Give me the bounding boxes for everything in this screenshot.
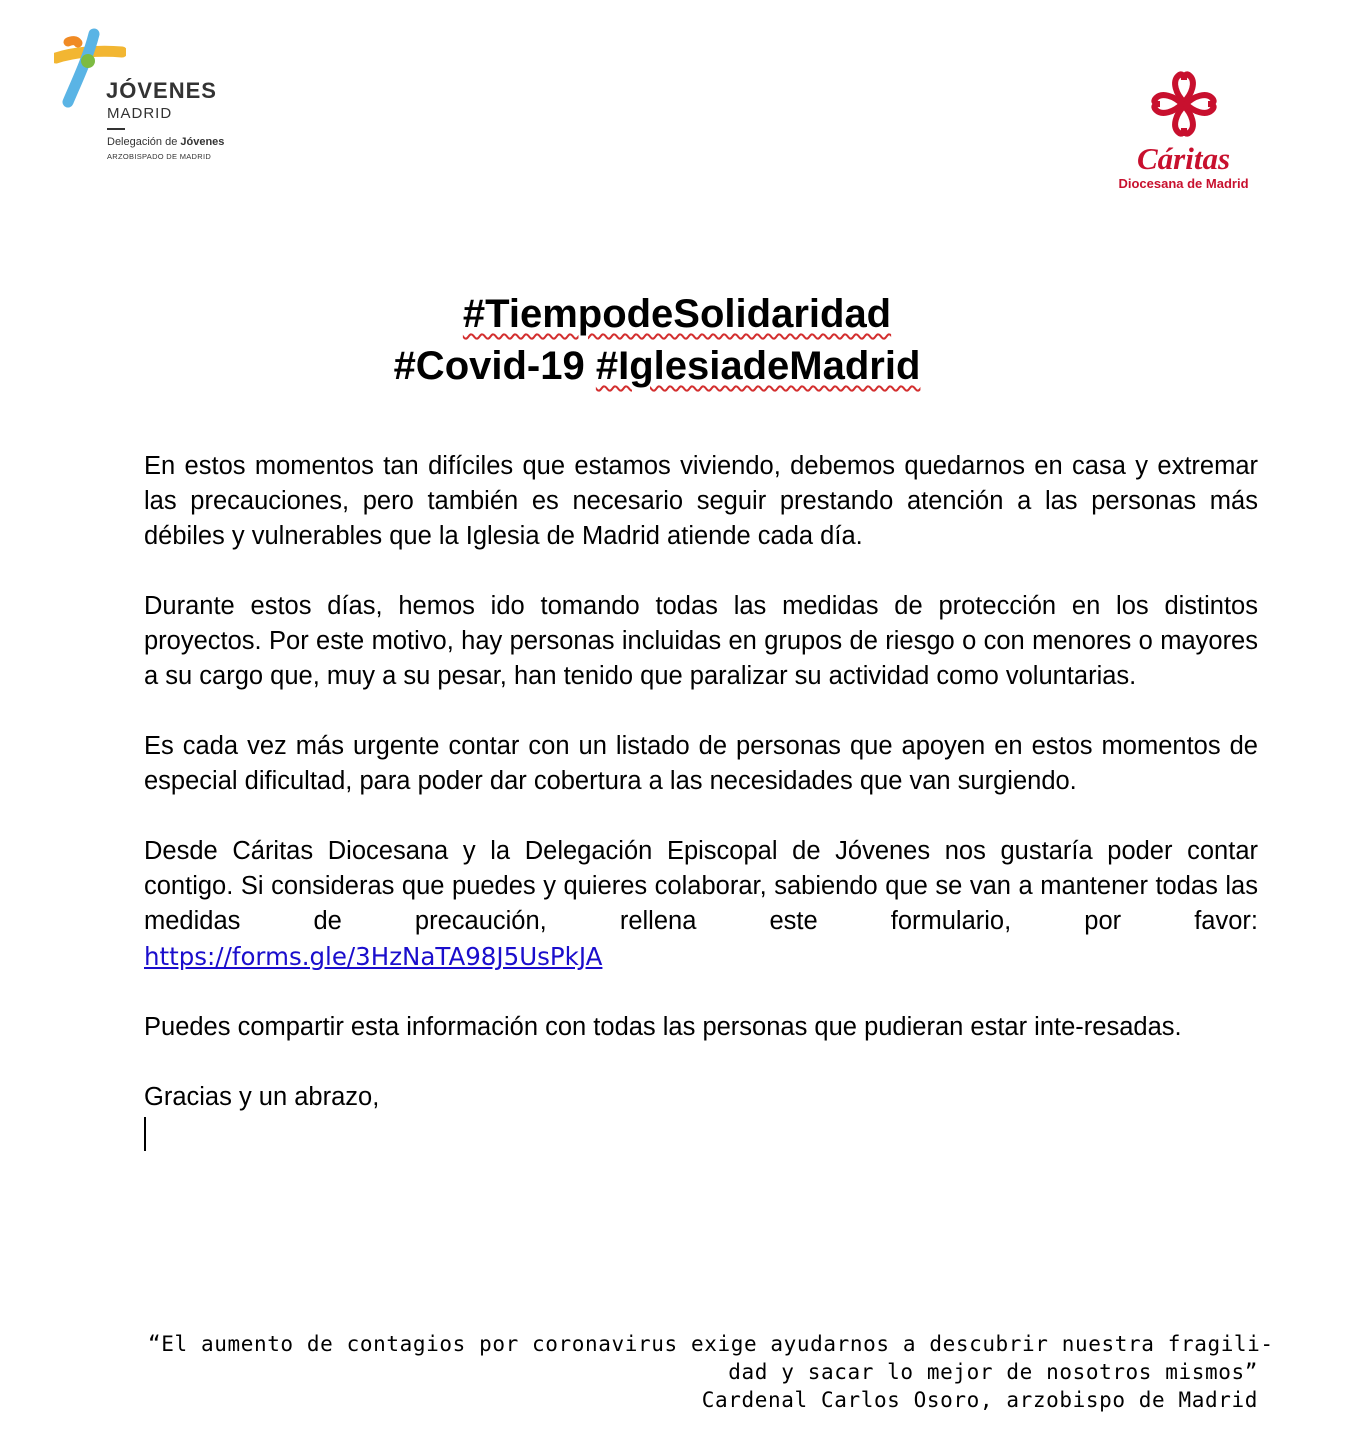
jovenes-logo-archdiocese: ARZOBISPADO DE MADRID (107, 152, 212, 161)
page-title (0, 288, 1354, 392)
letter-body (144, 449, 1258, 1151)
footer-quote (148, 1330, 1274, 1414)
paragraph-2: Durante estos días, hemos ido tomando todas las medidas de protección en los distintos proyectos. Por este motivo, hay personas incluidas en grupos de riesgo o con menores o mayores a su cargo que, muy a su pesar, han tenido que paralizar su actividad como voluntarias. (144, 592, 1258, 690)
hashtag-iglesia-de-madrid: #IglesiadeMadrid (595, 344, 921, 388)
title-line-2 (0, 340, 1354, 392)
caritas-logo-name: Cáritas (1136, 141, 1231, 176)
form-link[interactable]: https://forms.gle/3HzNaTA98J5UsPkJA (144, 942, 603, 971)
paragraph-4-text: Desde Cáritas Diocesana y la Delegación Episcopal de Jóvenes nos gustaría poder contar contigo. Si consideras que puedes y quieres colaborar, sabiendo que se van a mantener todas las medidas de precaución, rellena este formulario, por favor: (144, 837, 1258, 935)
title-line-1 (0, 288, 1354, 340)
delegation-bold: Jóvenes (180, 136, 225, 148)
text-cursor[interactable] (144, 1117, 146, 1151)
paragraph-5: Puedes compartir esta información con todas las personas que pudieran estar inte-resadas. (144, 1013, 1182, 1041)
hashtag-tiempo-de-solidaridad: #TiempodeSolidaridad (462, 292, 892, 336)
jovenes-logo-title: JÓVENES (106, 78, 217, 103)
jovenes-logo-delegation (107, 136, 224, 148)
jovenes-logo-rule (107, 128, 125, 130)
quote-line-2: dad y sacar lo mejor de nosotros mismos” (728, 1360, 1258, 1384)
delegation-prefix: Delegación de (107, 136, 181, 148)
paragraph-4 (144, 834, 1258, 975)
quote-author: Cardenal Carlos Osoro, arzobispo de Madrid (701, 1388, 1258, 1412)
caritas-logo-subtitle: Diocesana de Madrid (1118, 176, 1249, 191)
hashtag-covid-19: #Covid-19 (393, 344, 596, 388)
jovenes-logo-subtitle: MADRID (107, 105, 173, 122)
caritas-logo (1096, 68, 1271, 198)
caritas-cross-icon (1146, 68, 1222, 140)
paragraph-3: Es cada vez más urgente contar con un listado de personas que apoyen en estos momentos de especial dificultad, para poder dar cobertura a las necesidades que van surgiendo. (144, 732, 1258, 795)
closing-line: Gracias y un abrazo, (144, 1083, 380, 1111)
quote-line-1: “El aumento de contagios por coronavirus exige ayudarnos a descubrir nuestra fragili- (148, 1332, 1274, 1356)
paragraph-1: En estos momentos tan difíciles que estamos viviendo, debemos quedarnos en casa y extremar las precauciones, pero también es necesario seguir prestando atención a las personas más débiles y vulnerables que la Iglesia de Madrid atiende cada día. (144, 452, 1258, 550)
jovenes-madrid-logo (54, 28, 264, 168)
